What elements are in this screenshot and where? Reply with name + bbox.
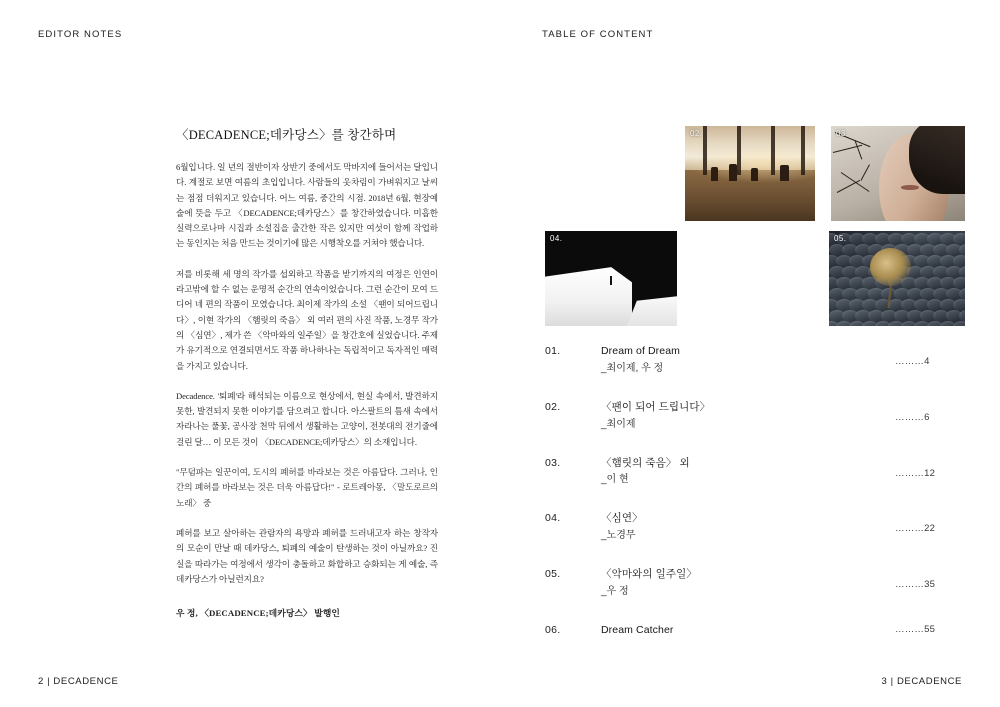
photo-snow-slope bbox=[627, 294, 677, 326]
photo-gold-bloom bbox=[870, 248, 911, 286]
toc-page-number: ………4 bbox=[895, 356, 930, 367]
photo-snow-plateau bbox=[545, 267, 632, 326]
toc-entry-01[interactable] bbox=[545, 344, 965, 376]
table-of-contents-list bbox=[545, 344, 965, 663]
article-paragraph-3: Decadence. '퇴폐'라 해석되는 이름으로 현상에서, 현실 속에서, 발견하지 못한, 발견되지 못한 이야기를 담으려고 합니다. 아스팔트의 틈새 속에서 자라나는 풀꽃, 공사장 천막 뒤에서 생활하는 고양이, 전봇대의 전기줄에 걸린 달… 이 모든 것이 〈DECADENCE;데카당스〉의 소재입니다. bbox=[176, 390, 438, 447]
toc-entry-05[interactable] bbox=[545, 567, 965, 599]
photo-figure bbox=[711, 167, 718, 181]
toc-title: Dream of Dream bbox=[601, 345, 681, 357]
photo-window-beam bbox=[737, 126, 741, 175]
toc-author: _최이제 bbox=[601, 418, 636, 430]
photo-portrait-branches[interactable] bbox=[831, 126, 965, 221]
photo-scale-cell bbox=[953, 321, 965, 326]
article-title: 〈DECADENCE;데카당스〉를 창간하며 bbox=[176, 128, 397, 142]
toc-image-gallery bbox=[545, 126, 965, 326]
toc-page-number: ………6 bbox=[895, 411, 930, 423]
toc-number: 04. bbox=[545, 512, 561, 525]
toc-entry-03[interactable] bbox=[545, 456, 965, 488]
toc-title: 〈팬이 되어 드립니다〉 bbox=[601, 400, 711, 413]
toc-page-number: ………35 bbox=[895, 579, 936, 590]
toc-title: Dream Catcher bbox=[601, 623, 674, 636]
toc-author: _노경무 bbox=[601, 530, 636, 541]
photo-dark-bloom[interactable] bbox=[829, 231, 965, 326]
toc-number: 02. bbox=[545, 400, 561, 413]
photo-lips bbox=[901, 185, 920, 190]
photo-label-03: 03. bbox=[836, 129, 849, 138]
toc-entry-04[interactable] bbox=[545, 511, 965, 543]
article-paragraph-1: 6월입니다. 일 년의 절반이자 상반기 중에서도 막바지에 들어서는 달입니다. 계절로 보면 여름의 초입입니다. 사람들의 옷차림이 가벼워지고 날씨는 점점 더워지고 있습니다. 어느 여름, 중간의 시점. 2018년 6월, 현장예술에 뜻을 두고 〈DECADENCE;데카당스〉를 창간하였습니다. 미흡한 실력으로나마 시집과 소설집을 출간한 작은 있지만 여섯이 함께 작업하는 동인지는 처음 만드는 것이기에 많은 시행착오를 거쳐야 했습니다. bbox=[176, 162, 438, 249]
photo-window-beam bbox=[801, 126, 805, 175]
toc-entry-06[interactable] bbox=[545, 623, 965, 639]
toc-author: _우 정 bbox=[601, 585, 629, 597]
toc-number: 01. bbox=[545, 345, 561, 357]
photo-figure bbox=[751, 168, 758, 181]
toc-title: 〈심연〉 bbox=[601, 512, 643, 525]
photo-label-04: 04. bbox=[550, 234, 563, 243]
photo-white-cliff[interactable] bbox=[545, 231, 677, 326]
toc-page-number: ………12 bbox=[895, 467, 936, 479]
page-footer-right: 3 | DECADENCE bbox=[881, 676, 962, 687]
toc-author: _이 현 bbox=[601, 474, 629, 486]
photo-label-02: 02. bbox=[690, 129, 703, 138]
toc-page-number: ………22 bbox=[895, 523, 936, 535]
page-header-editor-notes: EDITOR NOTES bbox=[38, 29, 123, 40]
photo-figure bbox=[780, 165, 789, 181]
toc-number: 05. bbox=[545, 568, 561, 580]
photo-label-05: 05. bbox=[834, 234, 847, 243]
toc-number: 03. bbox=[545, 456, 561, 469]
toc-title: 〈악마와의 일주일〉 bbox=[601, 568, 697, 580]
toc-title: 〈햄릿의 죽음〉 외 bbox=[601, 456, 690, 469]
toc-number: 06. bbox=[545, 623, 561, 636]
page-footer-left: 2 | DECADENCE bbox=[38, 676, 119, 687]
photo-cafe-interior[interactable] bbox=[685, 126, 815, 221]
toc-author: _최이제, 우 정 bbox=[601, 362, 664, 374]
toc-entry-02[interactable] bbox=[545, 400, 965, 432]
article-byline: 우 정, 〈DECADENCE;데카당스〉 발행인 bbox=[176, 608, 341, 619]
photo-figure bbox=[729, 164, 737, 181]
editor-note-article bbox=[176, 125, 438, 637]
photo-window-beam bbox=[771, 126, 775, 175]
page-header-table-of-content: TABLE OF CONTENT bbox=[542, 29, 654, 40]
article-paragraph-2: 저를 비롯해 세 명의 작가를 섭외하고 작품을 받기까지의 여정은 인연이라고밖에 할 수 없는 운명적 순간의 연속이었습니다. 그런 순간이 모여 드디어 네 편의 작품이 모였습니다. 최이제 작가의 소설 〈팬이 되어드립니다〉, 이현 작가의 〈햄릿의 죽음〉 외 여러 편의 사진 작품, 노경무 작가의 〈심연〉, 제가 쓴 〈악마와의 일주일〉을 창간호에 실었습니다. 주제가 유기적으로 연결되면서도 작품 하나하나는 독립적이고 독자적인 매력을 가지고 있습니다. bbox=[176, 268, 438, 371]
photo-window-beam bbox=[703, 126, 707, 175]
article-quote: "무덤파는 일꾼이여, 도시의 폐허를 바라보는 것은 아름답다. 그러나, 인간의 폐허를 바라보는 것은 더욱 아름답다!" - 로트레아몽, 〈말도로르의 노래〉 중 bbox=[176, 467, 438, 508]
page-right bbox=[500, 0, 1000, 707]
article-paragraph-5: 폐허를 보고 살아하는 관람자의 욕망과 폐허를 드러내고자 하는 창작자의 모순이 만날 때 데카당스, 퇴폐의 예술이 탄생하는 것이 아닐까요? 진실을 따라가는 여정에서 생각이 충돌하고 화합하고 승화되는 게 예술, 즉 데카당스가 아닐런지요? bbox=[176, 527, 438, 584]
toc-page-number: ………55 bbox=[895, 623, 936, 635]
photo-lone-figure bbox=[610, 276, 612, 285]
